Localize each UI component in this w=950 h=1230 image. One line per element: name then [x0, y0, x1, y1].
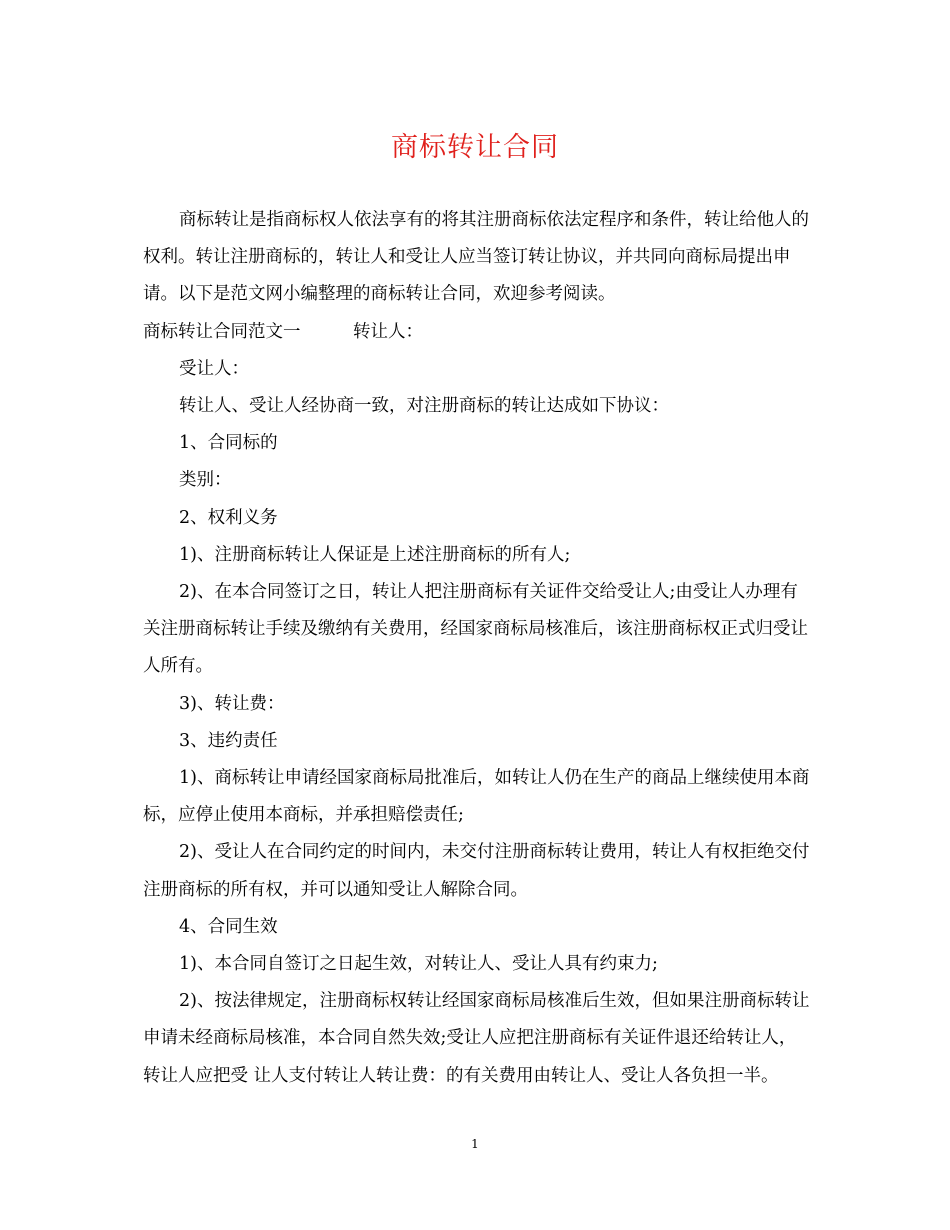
clause-rights-2: 2)、在本合同签订之日，转让人把注册商标有关证件交给受让人;由受让人办理有关注册商标转让手续及缴纳有关费用，经国家商标局核准后，该注册商标权正式归受让人所有。	[143, 582, 808, 677]
agreement-preamble: 转让人、受让人经协商一致，对注册商标的转让达成如下协议：	[179, 396, 669, 417]
assignee-line: 受让人：	[179, 358, 249, 379]
intro-paragraph: 商标转让是指商标权人依法享有的将其注册商标依法定程序和条件，转让给他人的权利。转让注册商标的，转让人和受让人应当签订转让协议，并共同向商标局提出申请。以下是范文网小编整理的商标转让合同，欢迎参考阅读。	[143, 210, 809, 305]
clause-rights-1: 1)、注册商标转让人保证是上述注册商标的所有人;	[179, 544, 571, 565]
clause-effect-2: 2)、按法律规定，注册商标权转让经国家商标局核准后生效，但如果注册商标转让申请未经商标局核准，本合同自然失效;受让人应把注册商标有关证件退还给转让人，转让人应把受 让人支付转让人转让费：的有关费用由转让人、受让人各负担一半。	[143, 991, 810, 1086]
contract-heading-line: 商标转让合同范文一 转让人：	[143, 321, 423, 342]
section-heading-rights: 2、权利义务	[179, 507, 278, 528]
section-heading-liability: 3、违约责任	[179, 730, 278, 751]
clause-liability-2: 2)、受让人在合同约定的时间内，未交付注册商标转让费用，转让人有权拒绝交付注册商标的所有权，并可以通知受让人解除合同。	[143, 842, 810, 900]
section-heading-subject: 1、合同标的	[179, 433, 278, 454]
section-heading-effect: 4、合同生效	[179, 916, 278, 937]
clause-liability-1: 1)、商标转让申请经国家商标局批准后，如转让人仍在生产的商品上继续使用本商标，应停止使用本商标，并承担赔偿责任;	[143, 768, 810, 826]
document-body	[143, 202, 811, 1095]
document-title: 商标转让合同	[391, 132, 559, 163]
clause-effect-1: 1)、本合同自签订之日起生效，对转让人、受让人具有约束力;	[179, 954, 658, 975]
category-line: 类别：	[179, 470, 232, 491]
page-number: 1	[471, 1137, 479, 1151]
clause-rights-3: 3)、转让费：	[179, 693, 285, 714]
